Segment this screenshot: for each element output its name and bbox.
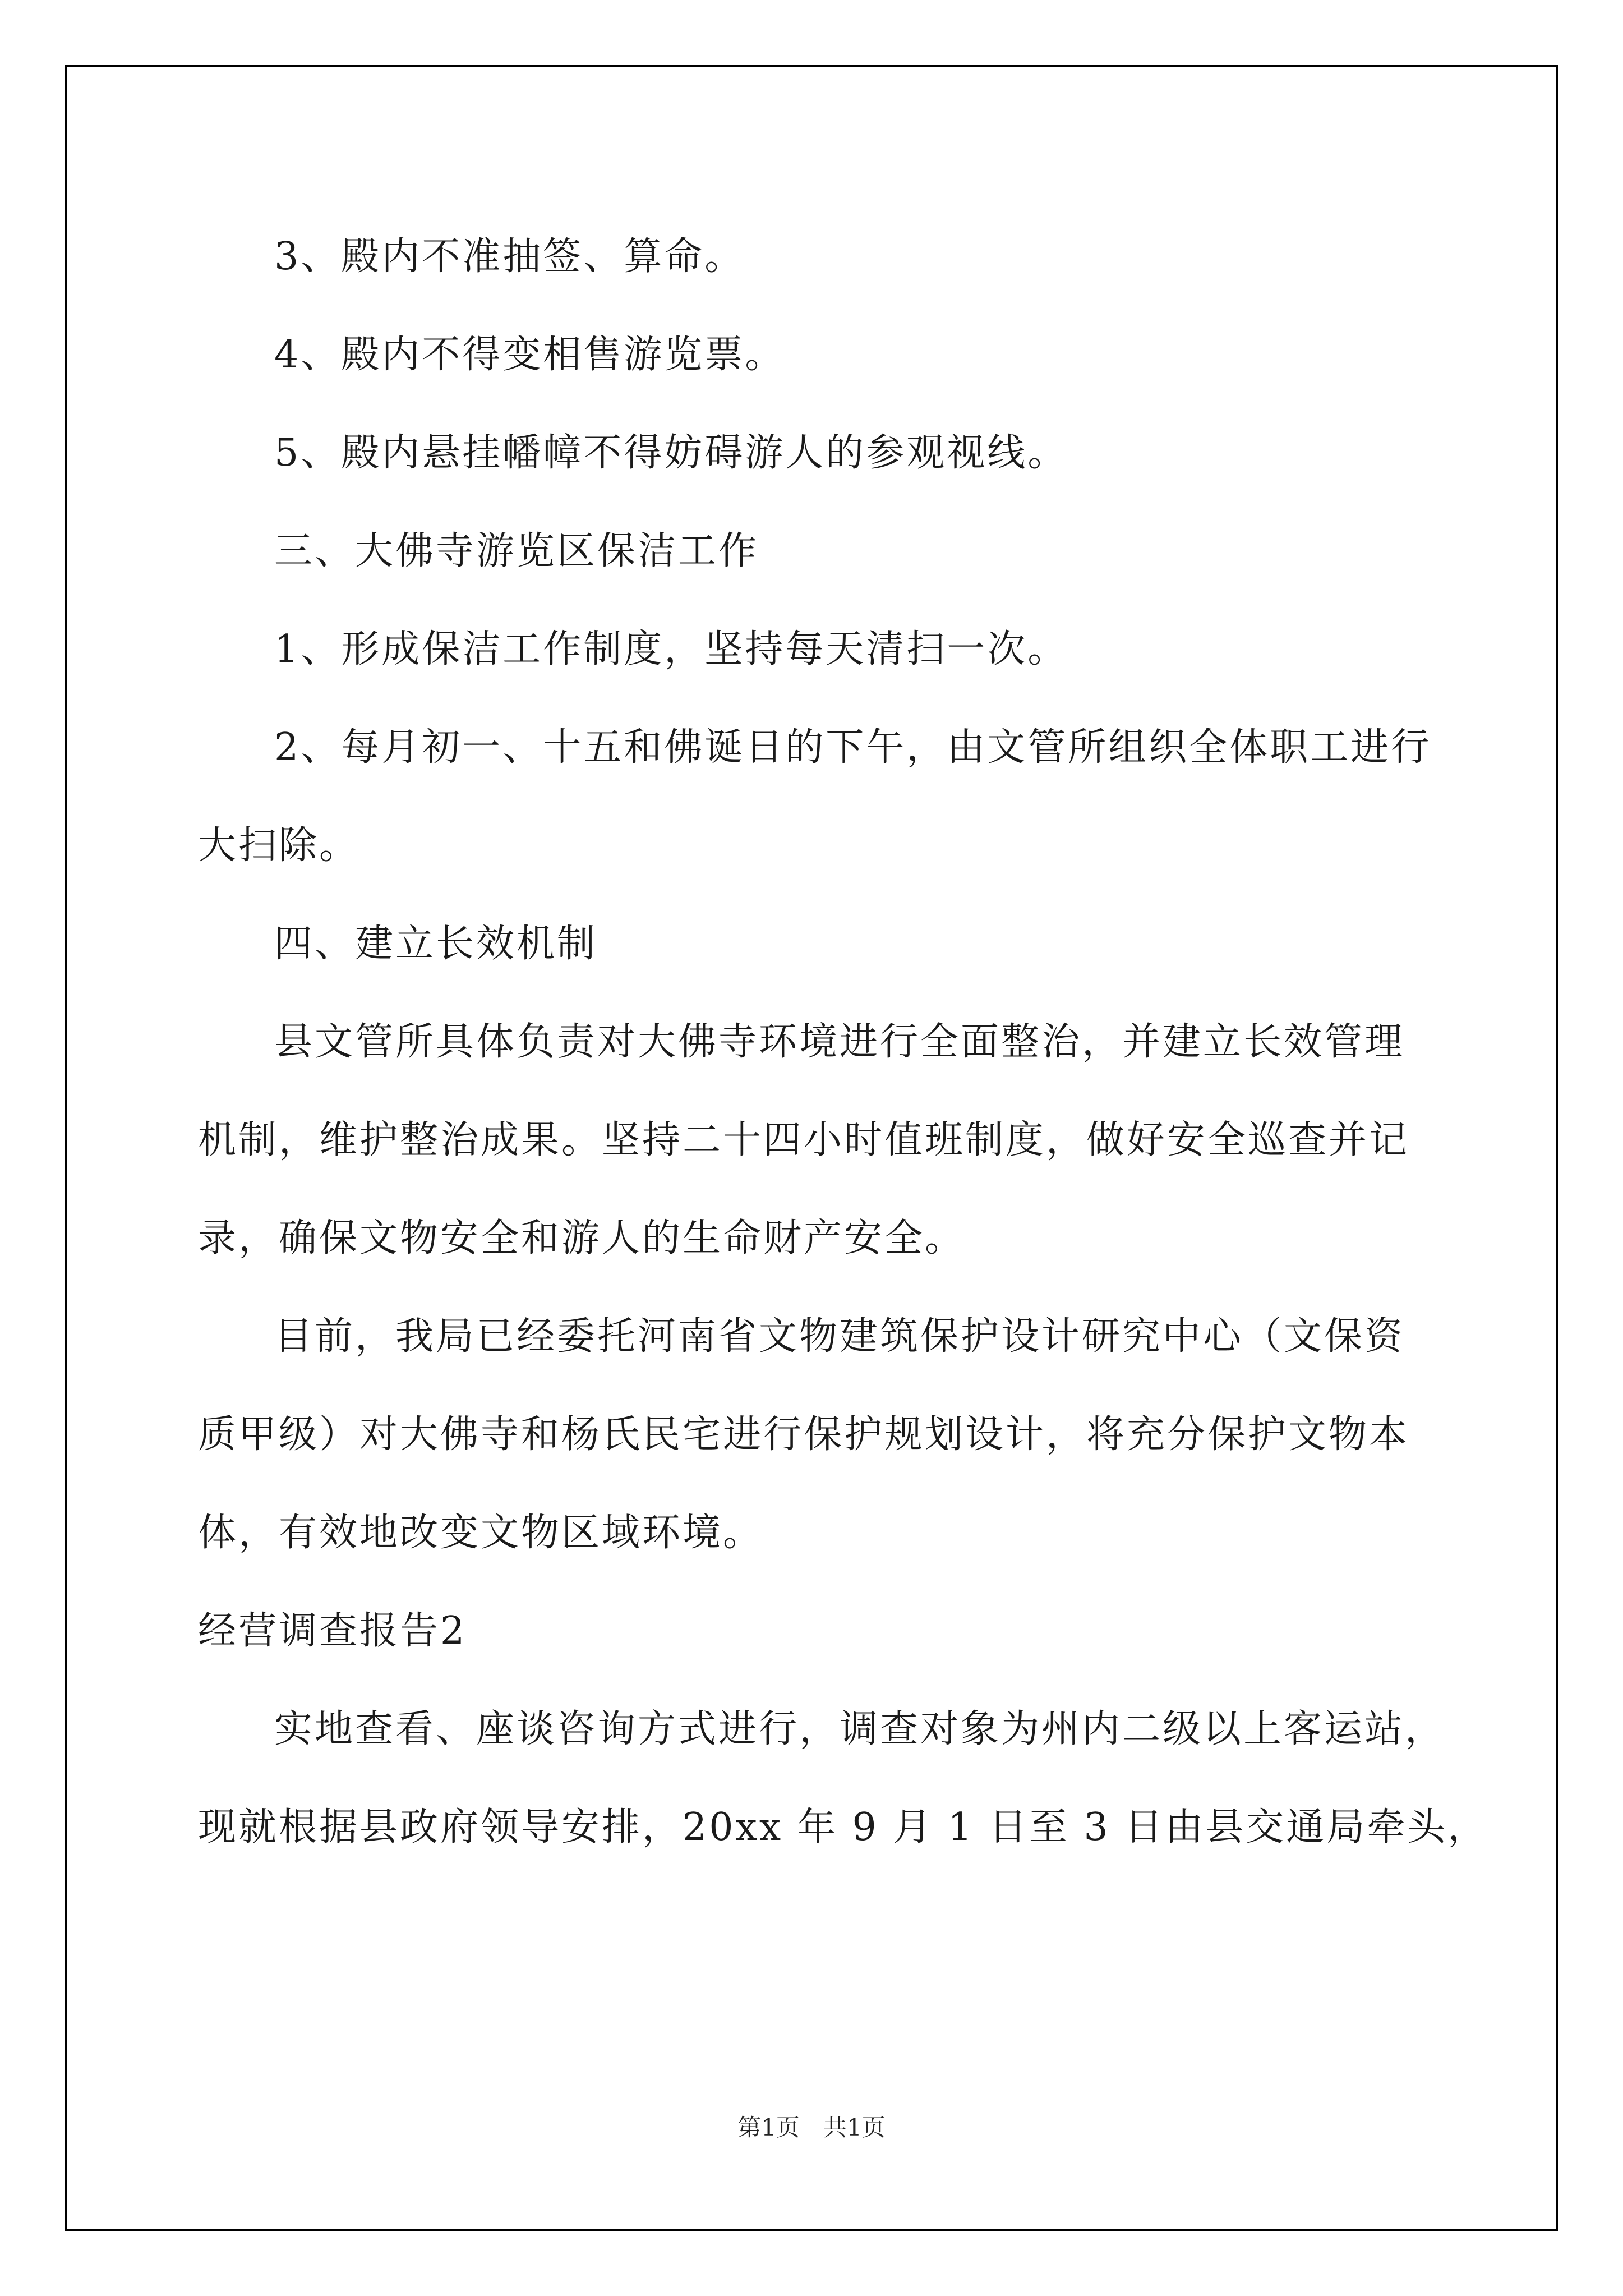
page-footer: 第1页 共1页: [737, 2114, 886, 2141]
paragraph-line: 机制，维护整治成果。坚持二十四小时值班制度，做好安全巡查并记: [198, 1118, 1410, 1162]
paragraph-line: 现就根据县政府领导安排，20xx 年 9 月 1 日至 3 日由县交通局牵头，: [198, 1805, 1488, 1849]
paragraph-line: 实地查看、座谈咨询方式进行，调查对象为州内二级以上客运站，: [274, 1707, 1446, 1751]
paragraph-line: 4、殿内不得变相售游览票。: [274, 333, 786, 377]
paragraph-line: 1、形成保洁工作制度，坚持每天清扫一次。: [274, 627, 1068, 671]
paragraph-line: 5、殿内悬挂幡幛不得妨碍游人的参观视线。: [274, 431, 1068, 475]
paragraph-line: 3、殿内不准抽签、算命。: [274, 234, 745, 279]
section-heading: 四、建立长效机制: [274, 922, 598, 966]
section-heading: 三、大佛寺游览区保洁工作: [274, 529, 759, 573]
paragraph-line: 目前，我局已经委托河南省文物建筑保护设计研究中心（文保资: [274, 1314, 1405, 1359]
paragraph-line: 县文管所具体负责对大佛寺环境进行全面整治，并建立长效管理: [274, 1020, 1405, 1064]
document-body: [198, 208, 1488, 1876]
paragraph-line: 质甲级）对大佛寺和杨氏民宅进行保护规划设计，将充分保护文物本: [198, 1412, 1410, 1457]
paragraph-line: 大扫除。: [198, 823, 360, 868]
report-title: 经营调查报告2: [198, 1609, 467, 1653]
paragraph-line: 录，确保文物安全和游人的生命财产安全。: [198, 1216, 966, 1260]
paragraph-line: 2、每月初一、十五和佛诞日的下午，由文管所组织全体职工进行: [274, 725, 1432, 770]
paragraph-line: 体，有效地改变文物区域环境。: [198, 1511, 764, 1555]
